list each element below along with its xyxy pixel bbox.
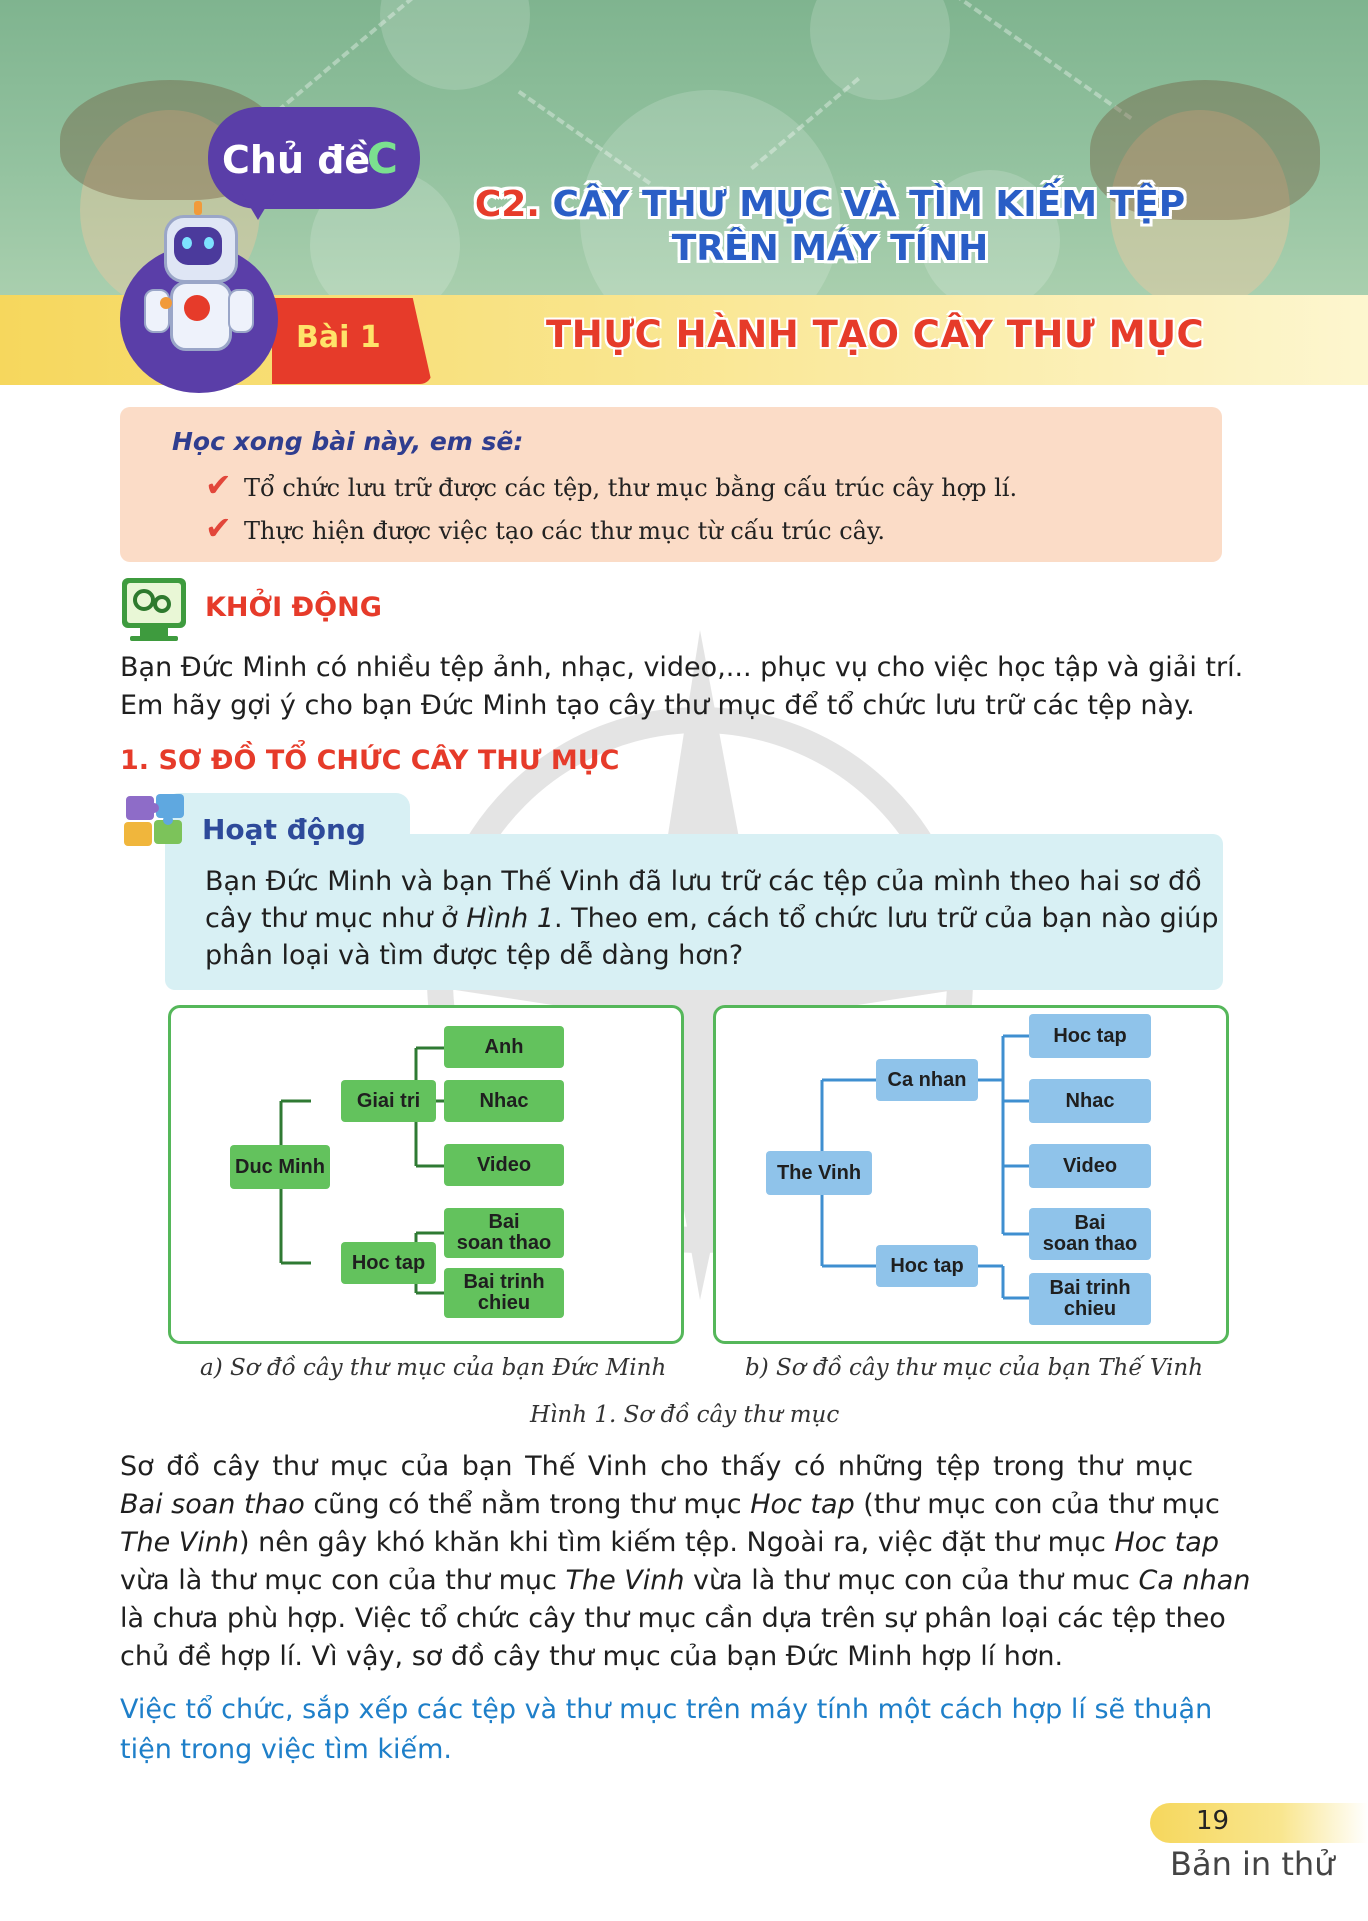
topic-bubble-tail — [240, 190, 276, 220]
node-the-vinh: The Vinh — [766, 1151, 872, 1195]
activity-text: phân loại và tìm được tệp dễ dàng hơn? — [205, 940, 744, 971]
node-bai-soan-thao: Bai soan thao — [1029, 1208, 1151, 1260]
node-video: Video — [1029, 1144, 1151, 1188]
node-bai-soan-thao: Bai soan thao — [444, 1208, 564, 1258]
activity-title: Hoạt động — [202, 813, 366, 846]
chapter-code: C2. — [474, 184, 540, 225]
decorative-circle — [380, 0, 530, 90]
chapter-title-line1: CÂY THƯ MỤC VÀ TÌM KIẾM TỆP — [552, 184, 1186, 225]
paragraph-line: vừa là thư mục con của thư mục The Vinh vừa là thư mục con của thư muc Ca nhan — [120, 1565, 1251, 1596]
node-hoc-tap: Hoc tap — [341, 1242, 436, 1284]
node-ca-nhan: Ca nhan — [876, 1059, 978, 1101]
topic-label: Chủ đề — [222, 138, 371, 182]
decorative-circle — [810, 0, 950, 100]
node-duc-minh: Duc Minh — [230, 1145, 330, 1189]
checkmark-icon: ✔ — [205, 466, 232, 504]
checkmark-icon: ✔ — [205, 509, 232, 547]
monitor-gears-icon — [122, 578, 186, 628]
conclusion-line: tiện trong việc tìm kiếm. — [120, 1734, 452, 1765]
objective-item: Tổ chức lưu trữ được các tệp, thư mục bằng cấu trúc cây hợp lí. — [244, 474, 1018, 502]
activity-text: Bạn Đức Minh và bạn Thế Vinh đã lưu trữ các tệp của mình theo hai sơ đồ — [205, 866, 1202, 897]
diagram-a-frame — [168, 1005, 684, 1344]
conclusion-line: Việc tổ chức, sắp xếp các tệp và thư mục trên máy tính một cách hợp lí sẽ thuận — [120, 1694, 1213, 1725]
paragraph-line: chủ đề hợp lí. Vì vậy, sơ đồ cây thư mục của bạn Đức Minh hợp lí hơn. — [120, 1641, 1064, 1672]
node-hoc-tap-mid: Hoc tap — [876, 1245, 978, 1287]
objectives-heading: Học xong bài này, em sẽ: — [172, 427, 524, 456]
diagram-b-caption: b) Sơ đồ cây thư mục của bạn Thế Vinh — [745, 1355, 1204, 1381]
objective-item: Thực hiện được việc tạo các thư mục từ cấu trúc cây. — [244, 517, 885, 545]
diagram-b-frame — [713, 1005, 1229, 1344]
robot-mascot-icon — [120, 245, 278, 393]
chapter-title-line2: TRÊN MÁY TÍNH — [671, 228, 989, 269]
print-label: Bản in thử — [1170, 1845, 1335, 1883]
node-nhac: Nhac — [444, 1080, 564, 1122]
lesson-label: Bài 1 — [296, 320, 381, 355]
paragraph-line: The Vinh) nên gây khó khăn khi tìm kiếm tệp. Ngoài ra, việc đặt thư mục Hoc tap — [120, 1527, 1219, 1558]
section-heading: 1. SƠ ĐỒ TỔ CHỨC CÂY THƯ MỤC — [120, 745, 620, 776]
topic-letter: C — [367, 134, 398, 183]
figure-caption: Hình 1. Sơ đồ cây thư mục — [530, 1402, 840, 1428]
page-number-tab — [1150, 1803, 1368, 1843]
lesson-title: THỰC HÀNH TẠO CÂY THƯ MỤC — [546, 313, 1205, 356]
node-anh: Anh — [444, 1026, 564, 1068]
node-bai-trinh-chieu: Bai trinh chieu — [1029, 1273, 1151, 1325]
decorative-line — [933, 0, 1132, 120]
node-video: Video — [444, 1144, 564, 1186]
node-giai-tri: Giai tri — [341, 1080, 436, 1122]
paragraph-line: Sơ đồ cây thư mục của bạn Thế Vinh cho thấy có những tệp trong thư mục — [120, 1451, 1194, 1482]
khoi-dong-text: Em hãy gợi ý cho bạn Đức Minh tạo cây thư mục để tổ chức lưu trữ các tệp này. — [120, 690, 1195, 721]
khoi-dong-text: Bạn Đức Minh có nhiều tệp ảnh, nhạc, video,... phục vụ cho việc học tập và giải trí. — [120, 652, 1244, 683]
monitor-base — [130, 636, 178, 641]
activity-text: cây thư mục như ở Hình 1. Theo em, cách tổ chức lưu trữ của bạn nào giúp — [205, 903, 1219, 934]
chapter-title — [470, 183, 1190, 271]
node-bai-trinh-chieu: Bai trinh chieu — [444, 1268, 564, 1318]
paragraph-line: Bai soan thao cũng có thể nằm trong thư mục Hoc tap (thư mục con của thư mục — [120, 1489, 1220, 1520]
node-nhac: Nhac — [1029, 1079, 1151, 1123]
node-hoc-tap-leaf: Hoc tap — [1029, 1014, 1151, 1058]
paragraph-line: là chưa phù hợp. Việc tổ chức cây thư mục cần dựa trên sự phân loại các tệp theo — [120, 1603, 1226, 1634]
puzzle-icon — [120, 790, 192, 852]
diagram-a-caption: a) Sơ đồ cây thư mục của bạn Đức Minh — [200, 1355, 667, 1381]
page-number: 19 — [1196, 1806, 1230, 1836]
khoi-dong-title: KHỞI ĐỘNG — [205, 592, 382, 623]
